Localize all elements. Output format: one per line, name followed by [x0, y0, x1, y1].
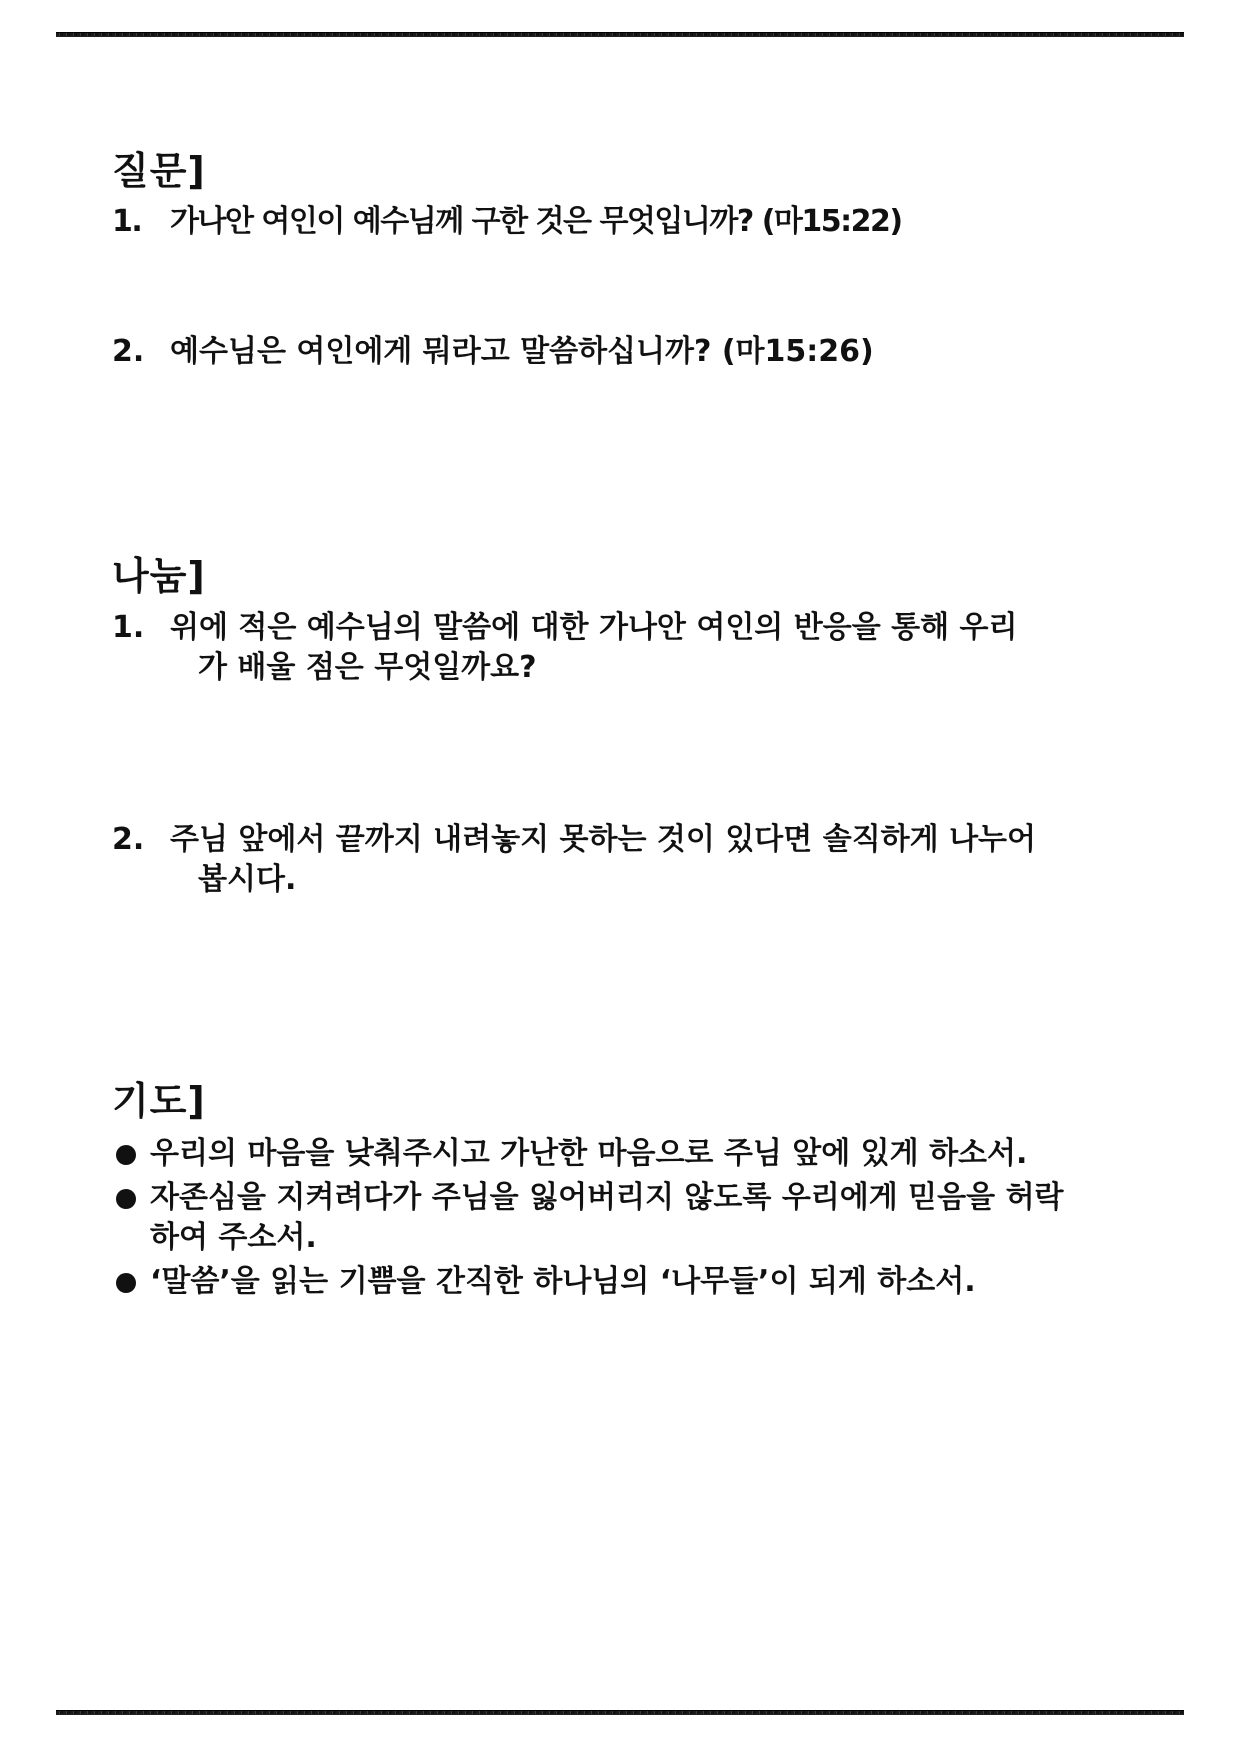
- sharing-text-line2: 봅시다.: [198, 862, 297, 897]
- question-text: 예수님은 여인에게 뭐라고 말씀하십니까? (마15:26): [170, 334, 874, 369]
- prayer-text-line2: 하여 주소서.: [150, 1220, 317, 1255]
- sharing-text-line1: 위에 적은 예수님의 말씀에 대한 가나안 여인의 반응을 통해 우리: [170, 610, 1018, 645]
- sharing-number: 1.: [112, 610, 145, 645]
- sharing-text-line1: 주님 앞에서 끝까지 내려놓지 못하는 것이 있다면 솔직하게 나누어: [170, 822, 1037, 857]
- sharing-number: 2.: [112, 822, 145, 857]
- prayer-text-line1: 자존심을 지켜려다가 주님을 잃어버리지 않도록 우리에게 믿음을 허락: [150, 1180, 1064, 1215]
- bullet-icon: [116, 1145, 136, 1165]
- sharing-text-line2: 가 배울 점은 무엇일까요?: [198, 650, 537, 685]
- bullet-icon: [116, 1189, 136, 1209]
- question-number: 2.: [112, 334, 145, 369]
- top-divider: [56, 32, 1184, 37]
- prayer-text-line1: ‘말씀’을 읽는 기쁨을 간직한 하나님의 ‘나무들’이 되게 하소서.: [150, 1264, 976, 1299]
- prayer-heading: 기도]: [112, 1079, 206, 1123]
- questions-heading: 질문]: [112, 149, 206, 193]
- question-text: 가나안 여인이 예수님께 구한 것은 무엇입니까? (마15:22): [170, 204, 902, 239]
- question-number: 1.: [112, 204, 142, 239]
- bottom-divider: [56, 1710, 1184, 1715]
- prayer-text-line1: 우리의 마음을 낮춰주시고 가난한 마음으로 주님 앞에 있게 하소서.: [150, 1136, 1028, 1171]
- sharing-heading: 나눔]: [112, 554, 206, 598]
- bullet-icon: [116, 1273, 136, 1293]
